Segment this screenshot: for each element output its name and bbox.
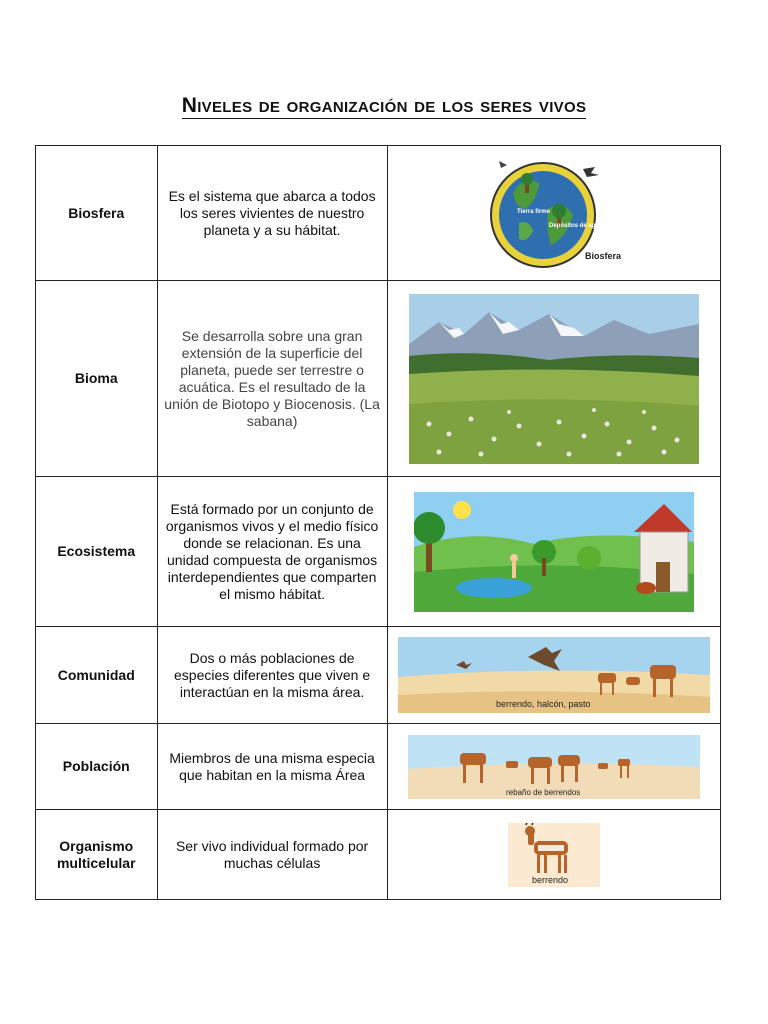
image-caption: rebaño de berrendos xyxy=(505,787,581,797)
level-name: Bioma xyxy=(36,281,158,477)
biosphere-image xyxy=(479,153,629,273)
level-image-cell xyxy=(387,281,720,477)
page-title xyxy=(0,92,768,118)
table-row xyxy=(36,724,721,810)
level-description: Es el sistema que abarca a todos los seres vivientes de nuestro planeta y a su hábitat. xyxy=(157,146,387,281)
level-image-cell xyxy=(387,810,720,900)
level-image-cell xyxy=(387,146,720,281)
level-description: Ser vivo individual formado por muchas células xyxy=(157,810,387,900)
level-image-cell xyxy=(387,627,720,724)
table-row xyxy=(36,627,721,724)
biome-image xyxy=(409,294,699,464)
community-image xyxy=(398,637,710,713)
ecosystem-image xyxy=(414,492,694,612)
level-name: Organismo multicelular xyxy=(36,810,158,900)
image-label: Depósitos de agua xyxy=(548,223,603,229)
image-caption: berrendo, halcón, pasto xyxy=(495,699,591,709)
level-image-cell xyxy=(387,477,720,627)
table-row xyxy=(36,477,721,627)
levels-table xyxy=(35,145,721,900)
level-description: Miembros de una misma especia que habitan en la misma Área xyxy=(157,724,387,810)
table-row xyxy=(36,810,721,900)
table-row xyxy=(36,146,721,281)
image-label: Tierra firme xyxy=(516,209,550,215)
level-description: Se desarrolla sobre una gran extensión de la superficie del planeta, puede ser terrestre o acuática. Es el resultado de la unión de Biotopo y Biocenosis. (La sabana) xyxy=(157,281,387,477)
level-name: Biosfera xyxy=(36,146,158,281)
level-name: Ecosistema xyxy=(36,477,158,627)
level-name: Población xyxy=(36,724,158,810)
level-description: Dos o más poblaciones de especies diferentes que viven e interactúan en la misma área. xyxy=(157,627,387,724)
level-image-cell xyxy=(387,724,720,810)
level-name: Comunidad xyxy=(36,627,158,724)
table-row xyxy=(36,281,721,477)
image-caption: Biosfera xyxy=(584,251,621,261)
organism-image xyxy=(508,823,600,887)
image-caption: berrendo xyxy=(531,874,568,885)
page-title-text: Niveles de organización de los seres vivos xyxy=(181,92,587,117)
level-description: Está formado por un conjunto de organismos vivos y el medio físico donde se relacionan. Es una unidad compuesta de organismos interdependientes que comparten el mismo hábitat. xyxy=(157,477,387,627)
population-image xyxy=(408,735,700,799)
